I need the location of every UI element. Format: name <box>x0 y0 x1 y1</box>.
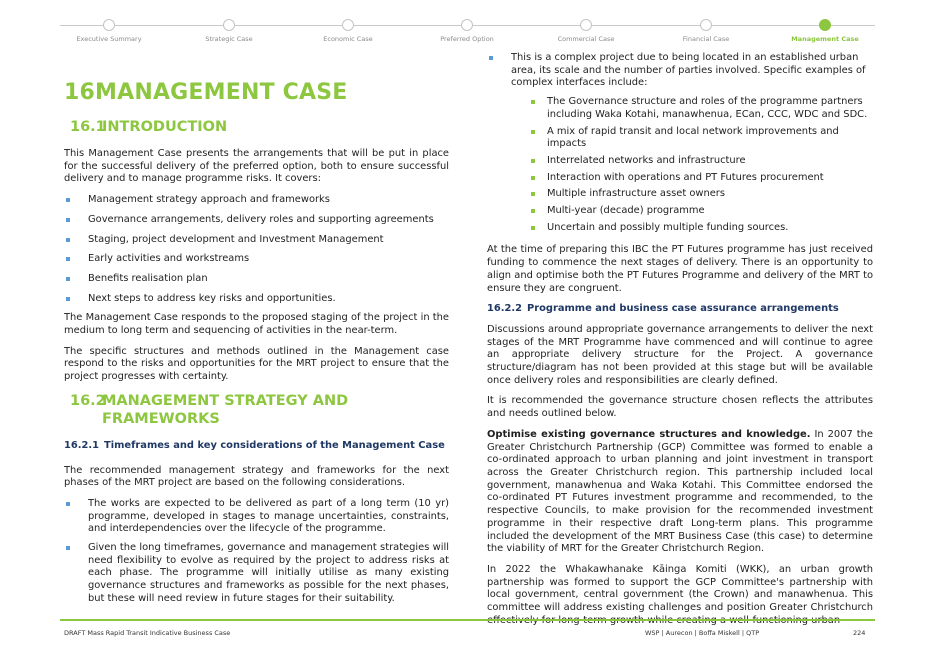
list-item: Next steps to address key risks and opportunities. <box>64 293 449 306</box>
list-item: Staging, project development and Investment Management <box>64 234 449 247</box>
list-item: Multi-year (decade) programme <box>487 205 873 218</box>
step-dot <box>461 19 473 31</box>
subsection-heading <box>64 440 449 453</box>
considerations-bullet-list <box>64 498 449 606</box>
subsection-title: Timeframes and key considerations of the Management Case <box>104 439 445 451</box>
step-label: Commercial Case <box>557 35 615 43</box>
chapter-number: 16 <box>64 80 96 105</box>
list-item: Benefits realisation plan <box>64 273 449 286</box>
list-item: Early activities and workstreams <box>64 253 449 266</box>
paragraph: The recommended management strategy and frameworks for the next phases of the MRT project are based on the following considerations. <box>64 464 449 489</box>
section-number: 16.1 <box>70 119 106 135</box>
list-item: The works are expected to be delivered as part of a long term (10 yr) programme, developed in stages to manage uncertainties, constraints, and interdependencies over the lifecycle of the programme. <box>64 498 449 536</box>
step-label: Preferred Option <box>440 35 494 43</box>
paragraph: The specific structures and methods outlined in the Management case respond to the risks and opportunities for the MRT project to ensure that the project progresses with certainty. <box>64 345 449 383</box>
section-heading-strategy <box>70 392 449 428</box>
list-item: Multiple infrastructure asset owners <box>487 188 873 201</box>
right-column <box>487 52 873 635</box>
paragraph: At the time of preparing this IBC the PT Futures programme has just received funding to commence the next stages of delivery. There is an opportunity to align and optimise both the PT Futures Programme and delivery of the MRT to ensure they are congruent. <box>487 244 873 294</box>
step-dot <box>580 19 592 31</box>
footer-divider <box>60 619 875 621</box>
subsection-number: 16.2.1 <box>64 439 99 451</box>
chapter-title <box>64 80 449 106</box>
step-commercial-case[interactable] <box>526 19 646 43</box>
paragraph: It is recommended the governance structure chosen reflects the attributes and needs outlined below. <box>487 395 873 420</box>
paragraph: The Management Case responds to the proposed staging of the project in the medium to long term and sequencing of activities in the near-term. <box>64 312 449 337</box>
list-item: Interrelated networks and infrastructure <box>487 155 873 168</box>
list-item: The Governance structure and roles of the programme partners including Waka Kotahi, manawhenua, ECan, CCC, WDC and SDC. <box>487 96 873 121</box>
step-management-case[interactable] <box>765 19 885 43</box>
list-item: Uncertain and possibly multiple funding sources. <box>487 222 873 235</box>
page-number: 224 <box>853 629 866 637</box>
list-item: A mix of rapid transit and local network improvements and impacts <box>487 126 873 151</box>
progress-stepper <box>0 0 934 52</box>
list-item: This is a complex project due to being located in an established urban area, its scale and the number of parties involved. Specific examples of complex interfaces include: <box>487 52 873 90</box>
section-title: MANAGEMENT STRATEGY AND FRAMEWORKS <box>102 392 349 427</box>
section-heading-intro <box>70 118 449 136</box>
intro-bullet-list <box>64 194 449 305</box>
subsection-heading <box>487 303 873 316</box>
list-item: Governance arrangements, delivery roles and supporting agreements <box>64 214 449 227</box>
step-dot <box>223 19 235 31</box>
step-label: Executive Summary <box>76 35 142 43</box>
paragraph-lead: Optimise existing governance structures and knowledge. <box>487 428 811 440</box>
step-label: Financial Case <box>682 35 730 43</box>
list-item: Interaction with operations and PT Futures procurement <box>487 172 873 185</box>
step-label: Economic Case <box>323 35 373 43</box>
step-strategic-case[interactable] <box>169 19 289 43</box>
chapter-title-text: MANAGEMENT CASE <box>95 80 348 105</box>
step-dot <box>103 19 115 31</box>
list-item: Given the long timeframes, governance and management strategies will need flexibility to evolve as required by the project to address risks at each phase. The programme will initially utilise as many existing governance structures and frameworks as possible for the next phases, but these will need review in future stages for their suitability. <box>64 542 449 606</box>
paragraph-body: In 2007 the Greater Christchurch Partnership (GCP) Committee was formed to enable a co-ordinated approach to urban planning and joint investment in transport across the Greater Christchurch region. This partnership included local government, manawhenua and Waka Kotahi. This Committee endorsed the co-ordinated PT Futures investment programme and recommended, to the respective Councils, to make provision for the recommended investment programme in their respective draft Long-term plans. This programme included the development of the MRT Business Case (this case) to determine the viability of MRT for the Greater Christchurch Region. <box>487 428 873 555</box>
step-dot-active <box>819 19 831 31</box>
subsection-title: Programme and business case assurance arrangements <box>527 303 839 315</box>
step-label: Strategic Case <box>205 35 253 43</box>
subsection-number: 16.2.2 <box>487 303 522 315</box>
step-preferred-option[interactable] <box>407 19 527 43</box>
step-label: Management Case <box>791 35 859 43</box>
list-item: Management strategy approach and frameworks <box>64 194 449 207</box>
intro-paragraph: This Management Case presents the arrangements that will be put in place for the successful delivery of the preferred option, both to ensure successful delivery and to manage programme risks. It covers: <box>64 148 449 185</box>
step-economic-case[interactable] <box>288 19 408 43</box>
paragraph <box>487 429 873 556</box>
complex-interfaces-list <box>487 96 873 234</box>
step-dot <box>342 19 354 31</box>
paragraph: In 2022 the Whakawhanake Kāinga Komiti (WKK), an urban growth partnership was formed to support the GCP Committee's partnership with local government, central government (the Crown) and manawhenua. This committee will address existing challenges and position Greater Christchurch <box>487 563 873 614</box>
paragraph: Discussions around appropriate governance arrangements to deliver the next stages of the MRT Programme have commenced and will continue to agree an appropriate delivery structure for the Project. A governance structure/diagram has not been provided at this stage but will be available once delivery roles and responsibilities are clearly defined. <box>487 323 873 386</box>
footer-authors: WSP | Aurecon | Boffa Miskell | QTP <box>645 629 760 637</box>
footer-document-title: DRAFT Mass Rapid Transit Indicative Business Case <box>64 629 231 637</box>
left-column <box>64 52 449 612</box>
step-financial-case[interactable] <box>646 19 766 43</box>
complexity-bullet-list <box>487 52 873 90</box>
section-title: INTRODUCTION <box>102 119 228 135</box>
step-dot <box>700 19 712 31</box>
step-executive-summary[interactable] <box>49 19 169 43</box>
section-number: 16.2 <box>70 392 106 409</box>
